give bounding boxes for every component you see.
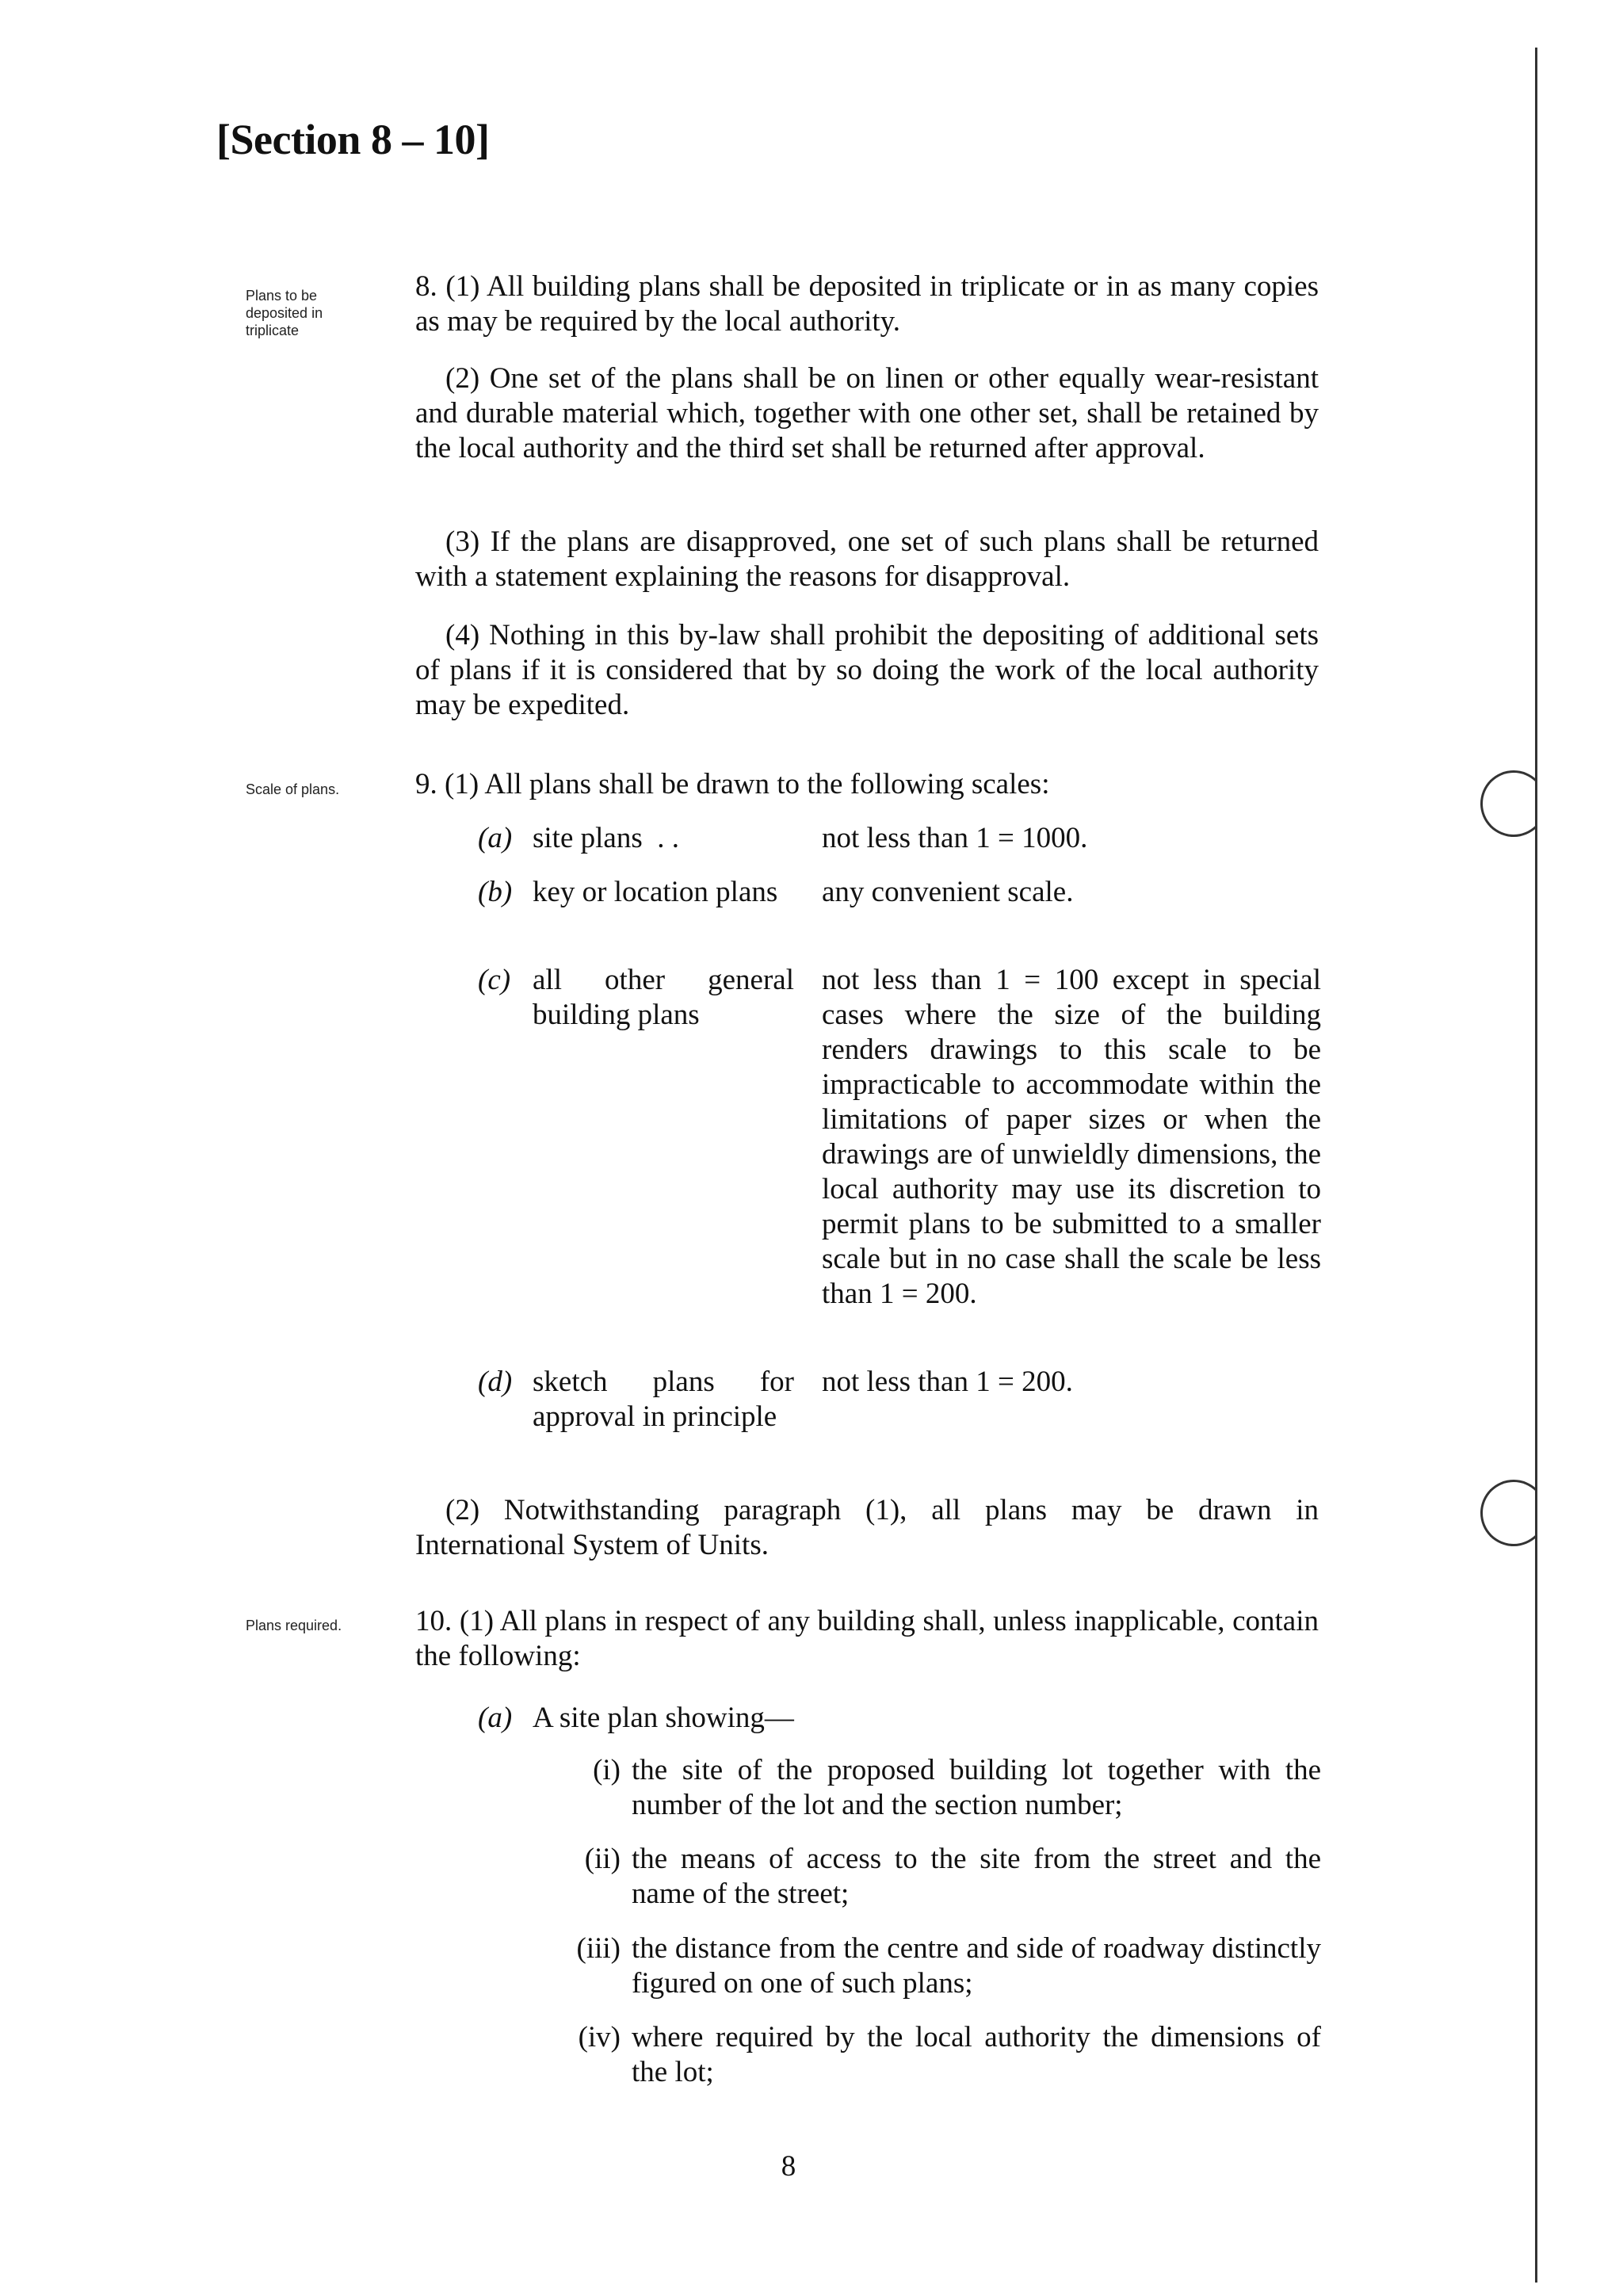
scale-item-c-scale: not less than 1 = 100 except in special cases where the size of the building renders drawings to this scale to be impracticable to accommodate within the limitations of paper sizes or when the drawings are of unwieldly dimensions, the local authority may use its discretion to permit plans to be submitted to a smaller scale but in no case shall the scale be less than 1 = 200.: [822, 964, 1321, 1310]
scale-item-b-desc: key or location plans: [533, 876, 778, 908]
scale-item-d-scale: not less than 1 = 200.: [822, 1366, 1073, 1398]
by-law-9-1: 9. (1) All plans shall be drawn to the following scales:: [415, 768, 1050, 800]
by-law-10-1: 10. (1) All plans in respect of any building shall, unless inapplicable, contain the following:: [415, 1605, 1319, 1672]
punch-hole-bottom: [1480, 1480, 1547, 1546]
margin-note-plans-required: Plans required.: [246, 1618, 342, 1633]
subitem-i-text: the site of the proposed building lot together with the number of the lot and the section number;: [632, 1754, 1321, 1821]
subitem-ii-text: the means of access to the site from the street and the name of the street;: [632, 1843, 1321, 1910]
scale-item-d-label: (d): [478, 1366, 513, 1398]
subitem-i-num: (i): [593, 1754, 621, 1786]
subitem-iv-text: where required by the local authority the dimensions of the lot;: [632, 2021, 1321, 2088]
item-a-text: A site plan showing—: [533, 1702, 794, 1734]
scale-item-c-desc: all other general building plans: [533, 964, 794, 1031]
subitem-ii-num: (ii): [584, 1843, 621, 1875]
page-number: 8: [781, 2150, 796, 2183]
by-law-8-4: (4) Nothing in this by-law shall prohibit the depositing of additional sets of plans if it is considered that by so doing the work of the local authority may be expedited.: [415, 619, 1319, 721]
scale-item-a-label: (a): [478, 822, 513, 854]
section-header: [Section 8 – 10]: [216, 116, 490, 163]
binding-edge-line: [1535, 48, 1537, 2283]
by-law-8-1: 8. (1) All building plans shall be deposited in triplicate or in as many copies as may be required by the local authority.: [415, 270, 1319, 338]
subitem-iii-num: (iii): [576, 1932, 621, 1965]
margin-note-scale: Scale of plans.: [246, 781, 340, 797]
margin-note-deposit: Plans to be deposited in triplicate: [246, 288, 323, 338]
scale-item-c-label: (c): [478, 964, 511, 996]
scale-item-a-scale: not less than 1 = 1000.: [822, 822, 1088, 854]
punch-hole-top: [1480, 770, 1547, 837]
by-law-8-2: (2) One set of the plans shall be on linen or other equally wear-resistant and durable material which, together with one other set, shall be retained by the local authority and the third set shall be returned after approval.: [415, 362, 1319, 464]
subitem-iii-text: the distance from the centre and side of roadway distinctly figured on one of such plans;: [632, 1932, 1321, 2000]
scale-item-d-desc: sketch plans for approval in principle: [533, 1366, 794, 1433]
scale-item-b-scale: any convenient scale.: [822, 876, 1074, 908]
by-law-9-2: (2) Notwithstanding paragraph (1), all plans may be drawn in International System of Units.: [415, 1494, 1319, 1561]
scale-item-a-desc: site plans . .: [533, 822, 679, 854]
subitem-iv-num: (iv): [578, 2021, 621, 2053]
by-law-8-3: (3) If the plans are disapproved, one set of such plans shall be returned with a statement explaining the reasons for disapproval.: [415, 525, 1319, 593]
item-a-label: (a): [478, 1702, 513, 1734]
scale-item-b-label: (b): [478, 876, 513, 908]
